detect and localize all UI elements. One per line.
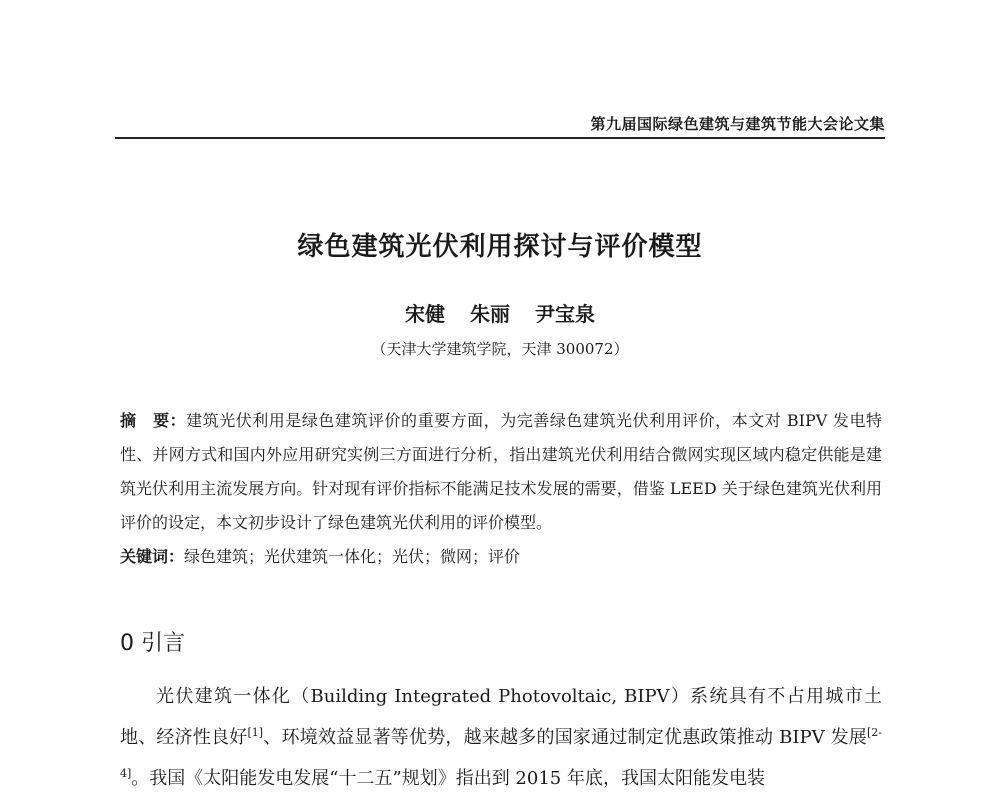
abstract	[120, 404, 882, 540]
abstract-label: 摘 要：	[120, 411, 187, 430]
section-heading: 0 引言	[120, 631, 185, 656]
citation-ref: [1]	[247, 726, 264, 739]
citation-ref: [2-4]	[120, 726, 883, 780]
authors: 宋健 朱丽 尹宝泉	[405, 302, 595, 326]
affiliation: （天津大学建筑学院，天津 300072）	[371, 340, 629, 358]
body-text-part1: 光伏建筑一体化（Building Integrated Photovoltaic, BIPV）系统具有不占用城市土地、经济性良好	[120, 686, 882, 748]
keywords-label: 关键词：	[120, 547, 185, 566]
proceedings-header: 第九届国际绿色建筑与建筑节能大会论文集	[590, 115, 885, 133]
body-text-part2: 、环境效益显著等优势，越来越多的国家通过制定优惠政策推动 BIPV 发展	[263, 727, 867, 748]
keywords	[120, 544, 882, 567]
keywords-text: 绿色建筑；光伏建筑一体化；光伏；微网；评价	[184, 547, 521, 566]
body-paragraph	[120, 679, 882, 797]
abstract-text: 建筑光伏利用是绿色建筑评价的重要方面，为完善绿色建筑光伏利用评价，本文对 BIPV 发电特性、并网方式和国内外应用研究实例三方面进行分析，指出建筑光伏利用结合微网实现区域内稳定供能是建筑光伏利用主流发展方向。针对现有评价指标不能满足技术发展的需要，借鉴 LEED 关于绿色建筑光伏利用评价的设定，本文初步设计了绿色建筑光伏利用的评价模型。	[120, 411, 882, 532]
header-rule	[115, 137, 885, 139]
paper-title: 绿色建筑光伏利用探讨与评价模型	[297, 232, 703, 262]
body-text-part3: 。我国《太阳能发电发展“十二五”规划》指出到 2015 年底，我国太阳能发电装	[131, 768, 765, 789]
